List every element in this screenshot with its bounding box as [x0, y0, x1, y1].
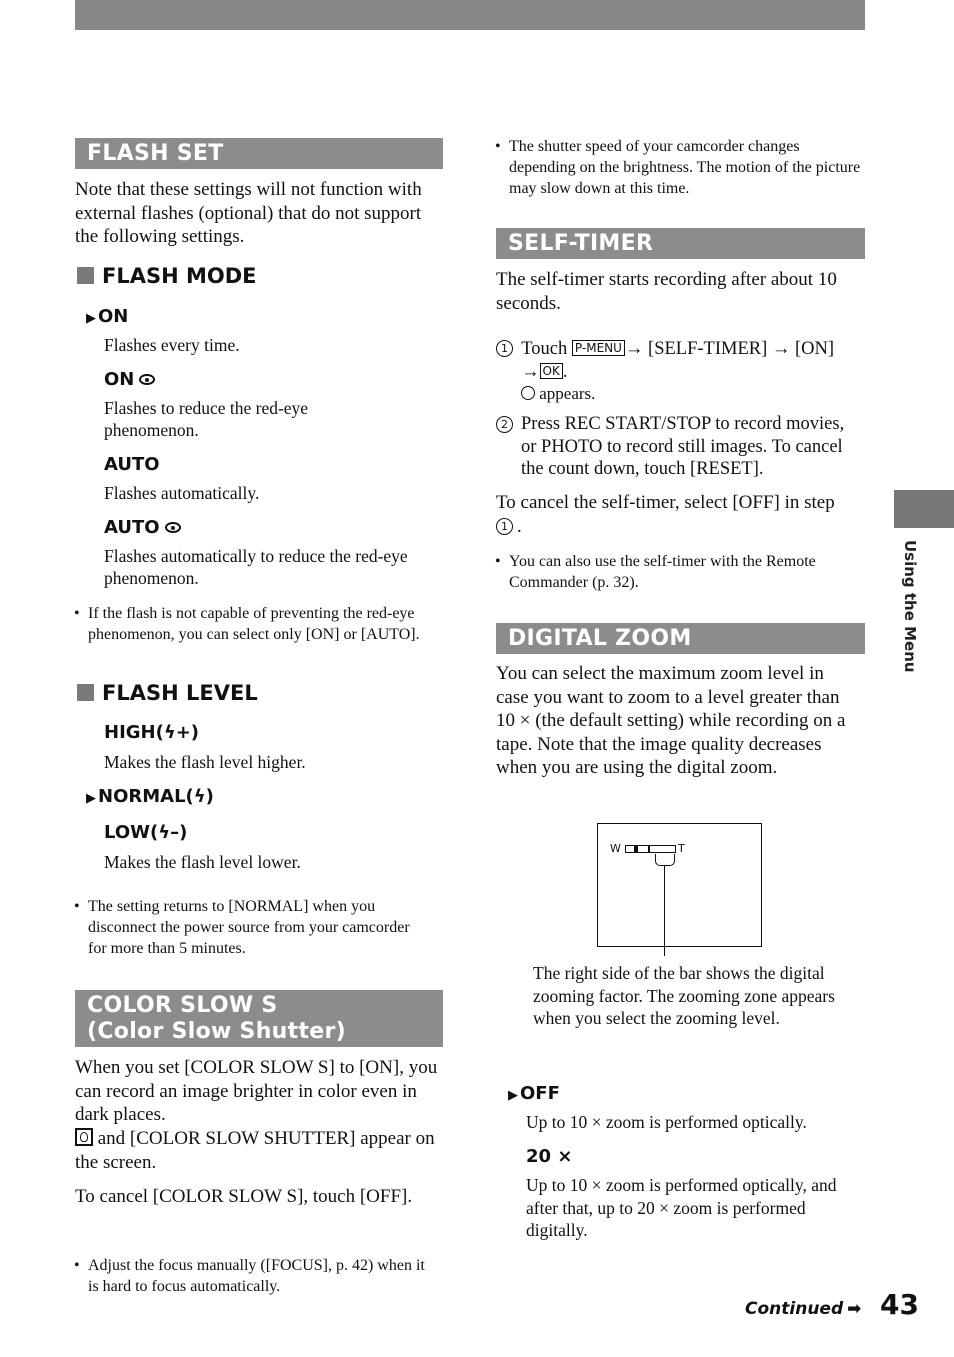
option-low-desc: Makes the flash level lower. — [104, 852, 301, 872]
default-arrow-icon: ▶ — [508, 1088, 518, 1103]
flash-level-note: • The setting returns to [NORMAL] when you disconnect the power source from your camcorder for more than 5 minutes. — [74, 898, 410, 957]
section-title: DIGITAL ZOOM — [508, 626, 692, 651]
continued-arrow-icon: ➡ — [847, 1299, 862, 1319]
option-20x: 20 × — [526, 1146, 573, 1167]
flash-mode-note: • If the flash is not capable of preventing the red-eye phenomenon, you can select only [ON] or [AUTO]. — [74, 605, 420, 643]
ok-button-icon: OK — [540, 363, 563, 379]
red-eye-icon — [139, 374, 155, 385]
zoom-bar-diagram — [597, 823, 762, 947]
color-slow-para1: When you set [COLOR SLOW S] to [ON], you can record an image brighter in color even in dark places. — [75, 1057, 438, 1125]
side-tab-label: Using the Menu — [901, 540, 919, 673]
option-high: HIGH(ϟ+) — [104, 722, 200, 743]
option-auto-desc: Flashes automatically. — [104, 483, 260, 503]
option-on-redeye: ON — [104, 369, 155, 390]
self-timer-intro: The self-timer starts recording after about 10 seconds. — [496, 269, 837, 314]
page-number: 43 — [880, 1288, 919, 1321]
zoom-bracket — [655, 854, 675, 866]
self-timer-icon — [521, 386, 535, 400]
top-header-bar — [75, 0, 865, 30]
self-timer-step1: 1 Touch P-MENU → [SELF-TIMER] → [ON] → OK . appears. — [496, 338, 864, 406]
section-header-self-timer — [496, 228, 865, 259]
self-timer-note: • You can also use the self-timer with the Remote Commander (p. 32). — [495, 553, 816, 591]
default-arrow-icon: ▶ — [86, 311, 96, 326]
flash-set-intro: Note that these settings will not function with external flashes (optional) that do not support the following settings. — [75, 179, 422, 247]
red-eye-icon — [165, 522, 181, 533]
option-off-default: ▶ OFF — [508, 1083, 560, 1104]
section-header-flash-set — [75, 138, 443, 169]
option-on-desc: Flashes every time. — [104, 335, 240, 355]
option-high-desc: Makes the flash level higher. — [104, 752, 306, 772]
option-low: LOW(ϟ–) — [104, 822, 188, 843]
step-number-1: 1 — [496, 518, 513, 535]
continued-label: Continued ➡ — [745, 1299, 862, 1319]
section-header-color-slow — [75, 990, 443, 1047]
section-title-line2: (Color Slow Shutter) — [87, 1019, 346, 1044]
shutter-speed-note: • The shutter speed of your camcorder changes depending on the brightness. The motion of the picture may slow down at this time. — [495, 138, 861, 197]
option-normal-default: ▶ NORMAL(ϟ) — [86, 786, 214, 807]
subheading-flash-mode: FLASH MODE — [77, 264, 257, 288]
section-title-line1: COLOR SLOW S — [87, 993, 278, 1018]
step-number-2: 2 — [496, 416, 513, 433]
digital-zoom-intro: You can select the maximum zoom level in case you want to zoom to a level greater than 10 × (the default setting) while recording on a tape. Note that the image quality decreases when you are using the digital zoom. — [496, 663, 846, 778]
option-auto-redeye-desc: Flashes automatically to reduce the red-eye phenomenon. — [104, 546, 408, 588]
default-arrow-icon: ▶ — [86, 791, 96, 806]
color-slow-icon — [75, 1128, 93, 1146]
zoom-t-label: T — [678, 842, 685, 855]
color-slow-para2: To cancel [COLOR SLOW S], touch [OFF]. — [75, 1186, 413, 1207]
step-number-1: 1 — [496, 340, 513, 357]
option-off-desc: Up to 10 × zoom is performed optically. — [526, 1112, 807, 1132]
option-auto-redeye: AUTO — [104, 517, 181, 538]
square-bullet-icon — [77, 267, 94, 284]
option-on-redeye-desc: Flashes to reduce the red-eye phenomenon. — [104, 398, 309, 440]
callout-line — [664, 866, 665, 956]
self-timer-cancel: To cancel the self-timer, select [OFF] in step 1 . — [496, 492, 835, 537]
color-slow-para1b: and [COLOR SLOW SHUTTER] appear on the screen. — [75, 1128, 435, 1173]
zoom-bar-digital — [649, 845, 676, 853]
color-slow-note: • Adjust the focus manually ([FOCUS], p. 42) when it is hard to focus automatically. — [74, 1257, 425, 1295]
subheading-flash-level: FLASH LEVEL — [77, 681, 258, 705]
zoom-w-label: W — [610, 842, 621, 855]
self-timer-step2: 2 Press REC START/STOP to record movies, or PHOTO to record still images. To cancel the count down, touch [RESET]. — [496, 413, 864, 481]
side-tab-marker — [894, 490, 954, 528]
option-auto: AUTO — [104, 454, 160, 475]
section-title: SELF-TIMER — [508, 231, 654, 256]
square-bullet-icon — [77, 684, 94, 701]
zoom-bar-optical — [625, 845, 649, 853]
p-menu-button-icon: P-MENU — [572, 340, 625, 356]
section-header-digital-zoom — [496, 623, 865, 654]
option-on-default: ▶ ON — [86, 306, 129, 327]
section-title: FLASH SET — [87, 141, 224, 166]
option-20x-desc: Up to 10 × zoom is performed optically, and after that, up to 20 × zoom is performed digitally. — [526, 1175, 837, 1240]
zoom-caption: The right side of the bar shows the digital zooming factor. The zooming zone appears when you select the zooming level. — [533, 963, 835, 1028]
